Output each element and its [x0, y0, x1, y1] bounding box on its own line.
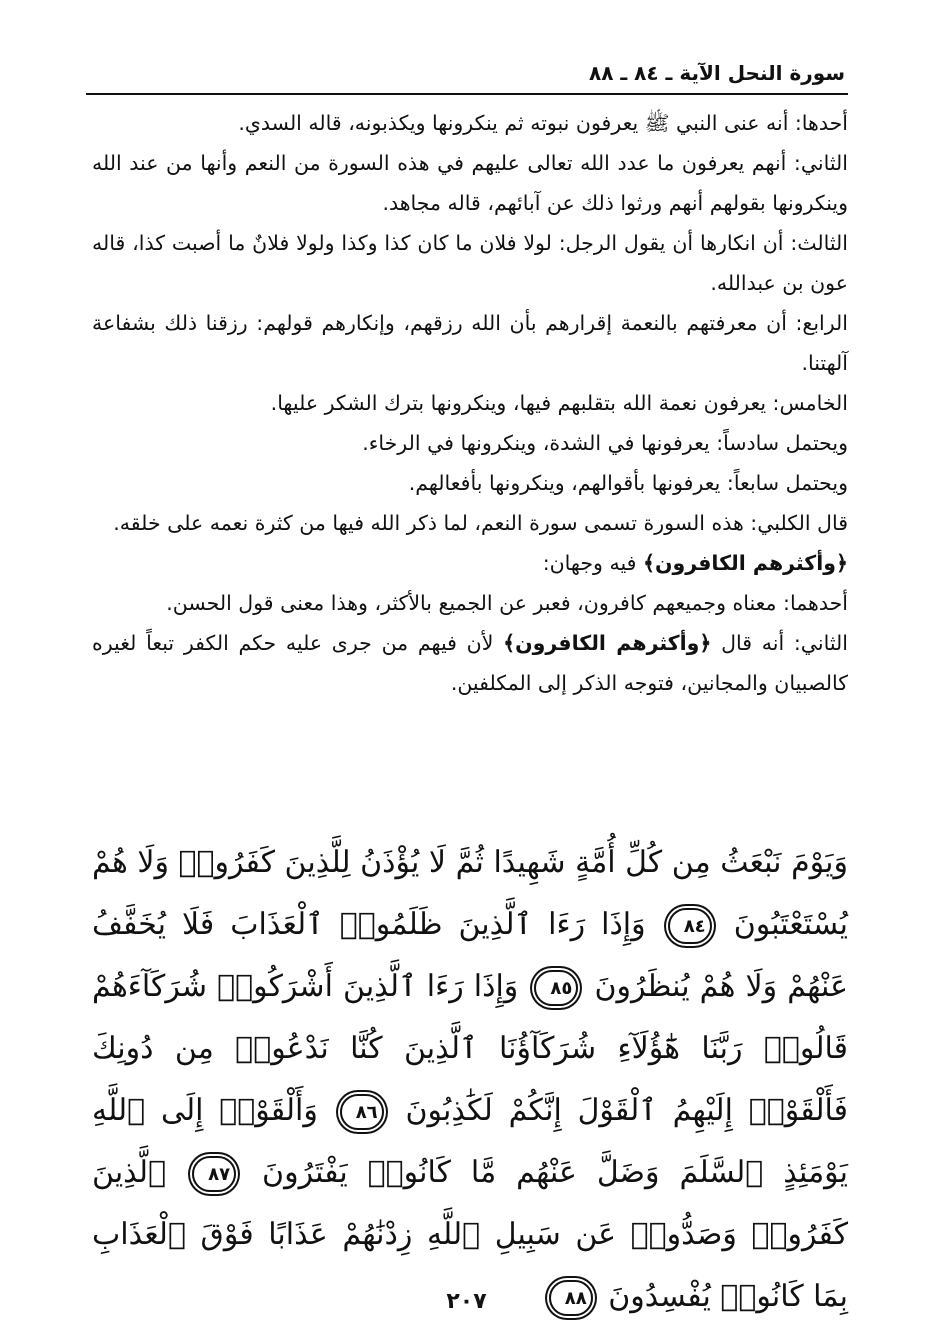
verse-number-84: ٨٤: [668, 908, 712, 944]
verse-87: وَأَلْقَوْا۟ إِلَى ٱللَّهِ يَوْمَئِذٍ ٱلسَّلَمَ وَضَلَّ عَنْهُم مَّا كَانُوا۟ يَفْتَرُونَ: [92, 1093, 848, 1190]
page-number: ٢٠٧: [446, 1289, 487, 1314]
verse-85: وَإِذَا رَءَا ٱلَّذِينَ ظَلَمُوا۟ ٱلْعَذَابَ فَلَا يُخَفَّفُ عَنْهُمْ وَلَا هُمْ يُنظَرُونَ: [92, 907, 848, 1004]
commentary-paragraph-9: [92, 543, 848, 583]
commentary-paragraph-7: ويحتمل سابعاً: يعرفونها بأقوالهم، وينكرونها بأفعالهم.: [408, 471, 848, 495]
commentary-text-run: لأن فيهم من جرى عليه حكم الكفر تبعاً لغيره كالصبيان والمجانين، فتوجه الذكر إلى المكلفين.: [92, 631, 848, 695]
commentary-paragraph-11: [92, 623, 848, 703]
commentary-text-run: فيه وجهان:: [542, 551, 643, 575]
verse-86: وَإِذَا رَءَا ٱلَّذِينَ أَشْرَكُوا۟ شُرَكَآءَهُمْ قَالُوا۟ رَبَّنَا هَٰٓؤُلَآءِ شُرَكَآؤُنَا ٱلَّذِينَ كُنَّا نَدْعُوا۟ مِن دُونِكَ فَأَلْقَوْا۟ إِلَيْهِمُ ٱلْقَوْلَ إِنَّكُمْ لَكَٰذِبُونَ: [92, 969, 848, 1128]
commentary-paragraph-10: أحدهما: معناه وجميعهم كافرون، فعبر عن الجميع بالأكثر، وهذا معنى قول الحسن.: [166, 591, 848, 615]
verse-number-85: ٨٥: [534, 970, 578, 1006]
commentary-paragraph-6: ويحتمل سادساً: يعرفونها في الشدة، وينكرونها في الرخاء.: [362, 431, 848, 455]
running-header: سورة النحل الآية ـ ٨٤ ـ ٨٨: [588, 61, 845, 85]
verse-88: ٱلَّذِينَ كَفَرُوا۟ وَصَدُّوا۟ عَن سَبِيلِ ٱللَّهِ زِدْنَٰهُمْ عَذَابًا فَوْقَ ٱلْعَذَابِ بِمَا كَانُوا۟ يُفْسِدُونَ: [92, 1155, 848, 1314]
verse-number-86: ٨٦: [340, 1094, 384, 1130]
commentary-paragraph-8: قال الكلبي: هذه السورة تسمى سورة النعم، لما ذكر الله فيها من كثرة نعمه على خلقه.: [113, 511, 848, 535]
verse-number-88: ٨٨: [549, 1280, 593, 1316]
verse-84: وَيَوْمَ نَبْعَثُ مِن كُلِّ أُمَّةٍ شَهِيدًا ثُمَّ لَا يُؤْذَنُ لِلَّذِينَ كَفَرُوا۟ وَلَا هُمْ يُسْتَعْتَبُونَ: [92, 845, 848, 942]
commentary-paragraph-5: الخامس: يعرفون نعمة الله بتقلبهم فيها، وينكرونها بترك الشكر عليها.: [270, 391, 848, 415]
quran-verses: [92, 832, 848, 1328]
verse-number-87: ٨٧: [192, 1156, 236, 1192]
commentary-paragraph-1: أحدها: أنه عنى النبي ﷺ يعرفون نبوته ثم ينكرونها ويكذبونه، قاله السدي.: [238, 111, 848, 135]
commentary-paragraph-3: الثالث: أن انكارها أن يقول الرجل: لولا فلان ما كان كذا وكذا ولولا فلانٌ ما أصبت كذا، قاله عون بن عبدالله.: [92, 231, 848, 295]
commentary-text: [92, 103, 848, 703]
commentary-paragraph-4: الرابع: أن معرفتهم بالنعمة إقرارهم بأن الله رزقهم، وإنكارهم قولهم: رزقنا ذلك بشفاعة آلهتنا.: [92, 311, 848, 375]
header-rule: [86, 93, 848, 95]
commentary-text-run: الثاني: أنه قال: [711, 631, 848, 655]
commentary-paragraph-2: الثاني: أنهم يعرفون ما عدد الله تعالى عليهم في هذه السورة من النعم وأنها من عند الله وينكرونها بقولهم أنهم ورثوا ذلك عن آبائهم، قاله مجاهد.: [92, 151, 848, 215]
quoted-verse: ﴿وأكثرهم الكافرون﴾: [642, 551, 848, 575]
quoted-verse: ﴿وأكثرهم الكافرون﴾: [503, 631, 712, 655]
